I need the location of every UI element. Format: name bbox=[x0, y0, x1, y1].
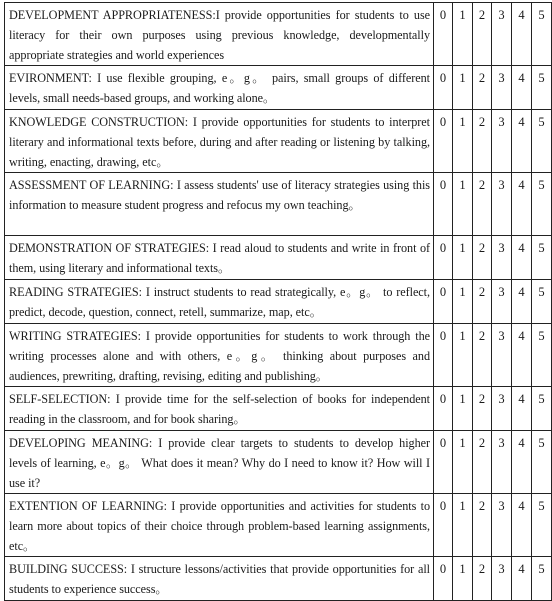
statement-cell: DEMONSTRATION OF STRATEGIES: I read aloud to students and write in front of them, using literary and informational texts。 bbox=[5, 236, 434, 280]
score-option-2[interactable]: 2 bbox=[473, 431, 492, 494]
table-row bbox=[5, 324, 552, 387]
statement-cell: READING STRATEGIES: I instruct students to read strategically, e。g。 to reflect, predict, decode, question, connect, retell, summarize, map, etc。 bbox=[5, 280, 434, 324]
score-option-0[interactable]: 0 bbox=[434, 557, 453, 601]
score-option-2[interactable]: 2 bbox=[473, 66, 492, 110]
score-option-5[interactable]: 5 bbox=[532, 3, 552, 66]
score-option-5[interactable]: 5 bbox=[532, 431, 552, 494]
score-option-4[interactable]: 4 bbox=[512, 431, 532, 494]
score-option-2[interactable]: 2 bbox=[473, 324, 492, 387]
score-option-1[interactable]: 1 bbox=[453, 324, 473, 387]
statement-cell: SELF-SELECTION: I provide time for the self-selection of books for independent reading in the classroom, and for book sharing。 bbox=[5, 387, 434, 431]
statement-cell: DEVELOPMENT APPROPRIATENESS:I provide opportunities for students to use literacy for their own purposes using previous knowledge, developmentally appropriate strategies and world experiences bbox=[5, 3, 434, 66]
table-row bbox=[5, 3, 552, 66]
table-row bbox=[5, 110, 552, 173]
score-option-2[interactable]: 2 bbox=[473, 236, 492, 280]
score-option-3[interactable]: 3 bbox=[492, 110, 512, 173]
score-option-0[interactable]: 0 bbox=[434, 3, 453, 66]
score-option-5[interactable]: 5 bbox=[532, 66, 552, 110]
score-option-1[interactable]: 1 bbox=[453, 3, 473, 66]
score-option-1[interactable]: 1 bbox=[453, 236, 473, 280]
score-option-1[interactable]: 1 bbox=[453, 66, 473, 110]
score-option-4[interactable]: 4 bbox=[512, 280, 532, 324]
score-option-2[interactable]: 2 bbox=[473, 387, 492, 431]
score-option-4[interactable]: 4 bbox=[512, 173, 532, 236]
score-option-1[interactable]: 1 bbox=[453, 494, 473, 557]
score-option-3[interactable]: 3 bbox=[492, 557, 512, 601]
score-option-5[interactable]: 5 bbox=[532, 173, 552, 236]
score-option-5[interactable]: 5 bbox=[532, 387, 552, 431]
score-option-3[interactable]: 3 bbox=[492, 173, 512, 236]
score-option-4[interactable]: 4 bbox=[512, 557, 532, 601]
table-row bbox=[5, 494, 552, 557]
statement-cell: DEVELOPING MEANING: I provide clear targets to students to develop higher levels of learning, e。g。 What does it mean? Why do I need to know it? How will I use it? bbox=[5, 431, 434, 494]
score-option-4[interactable]: 4 bbox=[512, 387, 532, 431]
score-option-3[interactable]: 3 bbox=[492, 324, 512, 387]
score-option-0[interactable]: 0 bbox=[434, 431, 453, 494]
score-option-5[interactable]: 5 bbox=[532, 280, 552, 324]
table-row bbox=[5, 557, 552, 601]
score-option-0[interactable]: 0 bbox=[434, 236, 453, 280]
table-row bbox=[5, 173, 552, 236]
score-option-2[interactable]: 2 bbox=[473, 280, 492, 324]
score-option-1[interactable]: 1 bbox=[453, 387, 473, 431]
statement-cell: KNOWLEDGE CONSTRUCTION: I provide opportunities for students to interpret literary and informational texts before, during and after reading or listening by talking, writing, enacting, drawing, etc。 bbox=[5, 110, 434, 173]
score-option-4[interactable]: 4 bbox=[512, 66, 532, 110]
score-option-2[interactable]: 2 bbox=[473, 494, 492, 557]
score-option-2[interactable]: 2 bbox=[473, 3, 492, 66]
score-option-0[interactable]: 0 bbox=[434, 280, 453, 324]
score-option-4[interactable]: 4 bbox=[512, 110, 532, 173]
table-row bbox=[5, 431, 552, 494]
statement-cell: WRITING STRATEGIES: I provide opportunities for students to work through the writing processes alone and with others, e。g。 thinking about purposes and audiences, prewriting, drafting, revising, editing and publishing。 bbox=[5, 324, 434, 387]
table-body bbox=[5, 3, 552, 601]
table-row bbox=[5, 280, 552, 324]
score-option-2[interactable]: 2 bbox=[473, 557, 492, 601]
score-option-3[interactable]: 3 bbox=[492, 387, 512, 431]
score-option-0[interactable]: 0 bbox=[434, 494, 453, 557]
rating-table bbox=[4, 2, 552, 601]
score-option-3[interactable]: 3 bbox=[492, 280, 512, 324]
score-option-5[interactable]: 5 bbox=[532, 236, 552, 280]
score-option-3[interactable]: 3 bbox=[492, 236, 512, 280]
score-option-0[interactable]: 0 bbox=[434, 110, 453, 173]
score-option-3[interactable]: 3 bbox=[492, 494, 512, 557]
score-option-4[interactable]: 4 bbox=[512, 494, 532, 557]
score-option-5[interactable]: 5 bbox=[532, 110, 552, 173]
table-row bbox=[5, 387, 552, 431]
score-option-5[interactable]: 5 bbox=[532, 324, 552, 387]
score-option-3[interactable]: 3 bbox=[492, 3, 512, 66]
score-option-1[interactable]: 1 bbox=[453, 173, 473, 236]
score-option-0[interactable]: 0 bbox=[434, 66, 453, 110]
score-option-4[interactable]: 4 bbox=[512, 236, 532, 280]
statement-cell: ASSESSMENT OF LEARNING: I assess students' use of literacy strategies using this information to measure student progress and refocus my own teaching。 bbox=[5, 173, 434, 236]
score-option-1[interactable]: 1 bbox=[453, 280, 473, 324]
score-option-4[interactable]: 4 bbox=[512, 3, 532, 66]
statement-cell: BUILDING SUCCESS: I structure lessons/activities that provide opportunities for all students to experience success。 bbox=[5, 557, 434, 601]
score-option-3[interactable]: 3 bbox=[492, 431, 512, 494]
score-option-5[interactable]: 5 bbox=[532, 494, 552, 557]
score-option-5[interactable]: 5 bbox=[532, 557, 552, 601]
table-row bbox=[5, 66, 552, 110]
score-option-2[interactable]: 2 bbox=[473, 110, 492, 173]
score-option-0[interactable]: 0 bbox=[434, 324, 453, 387]
score-option-1[interactable]: 1 bbox=[453, 557, 473, 601]
score-option-0[interactable]: 0 bbox=[434, 173, 453, 236]
score-option-1[interactable]: 1 bbox=[453, 431, 473, 494]
score-option-1[interactable]: 1 bbox=[453, 110, 473, 173]
table-row bbox=[5, 236, 552, 280]
score-option-3[interactable]: 3 bbox=[492, 66, 512, 110]
score-option-0[interactable]: 0 bbox=[434, 387, 453, 431]
statement-cell: EVIRONMENT: I use flexible grouping, e。g。 pairs, small groups of different levels, small needs-based groups, and working alone。 bbox=[5, 66, 434, 110]
score-option-2[interactable]: 2 bbox=[473, 173, 492, 236]
statement-cell: EXTENTION OF LEARNING: I provide opportunities and activities for students to learn more about topics of their choice through problem-based learning assignments, etc。 bbox=[5, 494, 434, 557]
score-option-4[interactable]: 4 bbox=[512, 324, 532, 387]
